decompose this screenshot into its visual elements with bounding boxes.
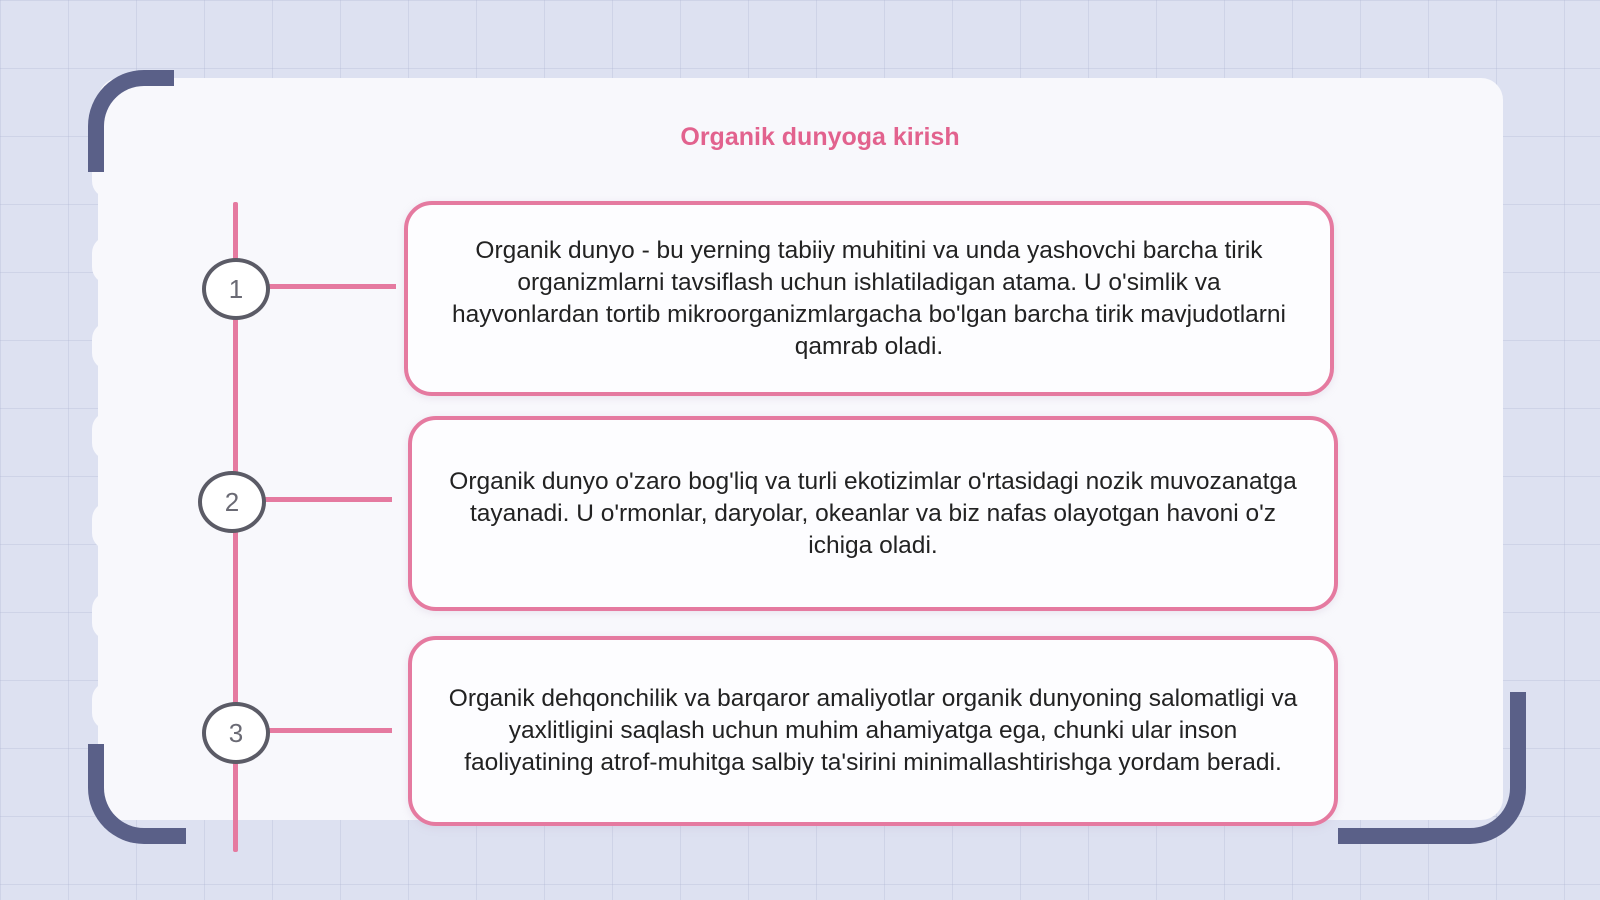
notebook-scallop	[92, 412, 126, 460]
notebook-scallop	[92, 236, 126, 284]
notebook-scallop	[92, 682, 126, 730]
frame-corner-top-left	[88, 70, 174, 172]
timeline-connector	[262, 497, 392, 502]
timeline-node-number: 2	[224, 486, 240, 517]
content-box-3	[408, 636, 1338, 826]
notebook-scallop	[92, 322, 126, 370]
frame-corner-bottom-left	[88, 744, 186, 844]
timeline-node-number: 3	[228, 717, 244, 748]
frame-corner-bottom-right	[1338, 692, 1526, 844]
notebook-scallop	[92, 502, 126, 550]
timeline-node-3	[202, 702, 270, 764]
notebook-scallop	[92, 592, 126, 640]
content-text: Organik dunyo - bu yerning tabiiy muhitini va unda yashovchi barcha tirik organizmlarni tavsiflash uchun ishlatiladigan atama. U o'simlik va hayvonlardan tortib mikroorganizmlargacha bo'lgan barcha tirik mavjudotlarni qamrab oladi.	[451, 236, 1287, 360]
timeline-node-2	[198, 471, 266, 533]
content-text: Organik dehqonchilik va barqaror amaliyotlar organik dunyoning salomatligi va yaxlitligini saqlash uchun muhim ahamiyatga ega, chunki ular inson faoliyatining atrof-muhitga salbiy ta'sirini minimallashtirishga yordam beradi.	[448, 685, 1298, 776]
timeline-node-1	[202, 258, 270, 320]
slide-title: Organik dunyoga kirish	[680, 123, 960, 151]
content-box-1	[404, 201, 1334, 396]
timeline-connector	[266, 284, 396, 289]
timeline-connector	[266, 728, 392, 733]
content-text: Organik dunyo o'zaro bog'liq va turli ekotizimlar o'rtasidagi nozik muvozanatga tayanadi. U o'rmonlar, daryolar, okeanlar va biz nafas olayotgan havoni o'z ichiga oladi.	[449, 467, 1297, 559]
content-box-2	[408, 416, 1338, 611]
timeline-node-number: 1	[228, 273, 244, 304]
